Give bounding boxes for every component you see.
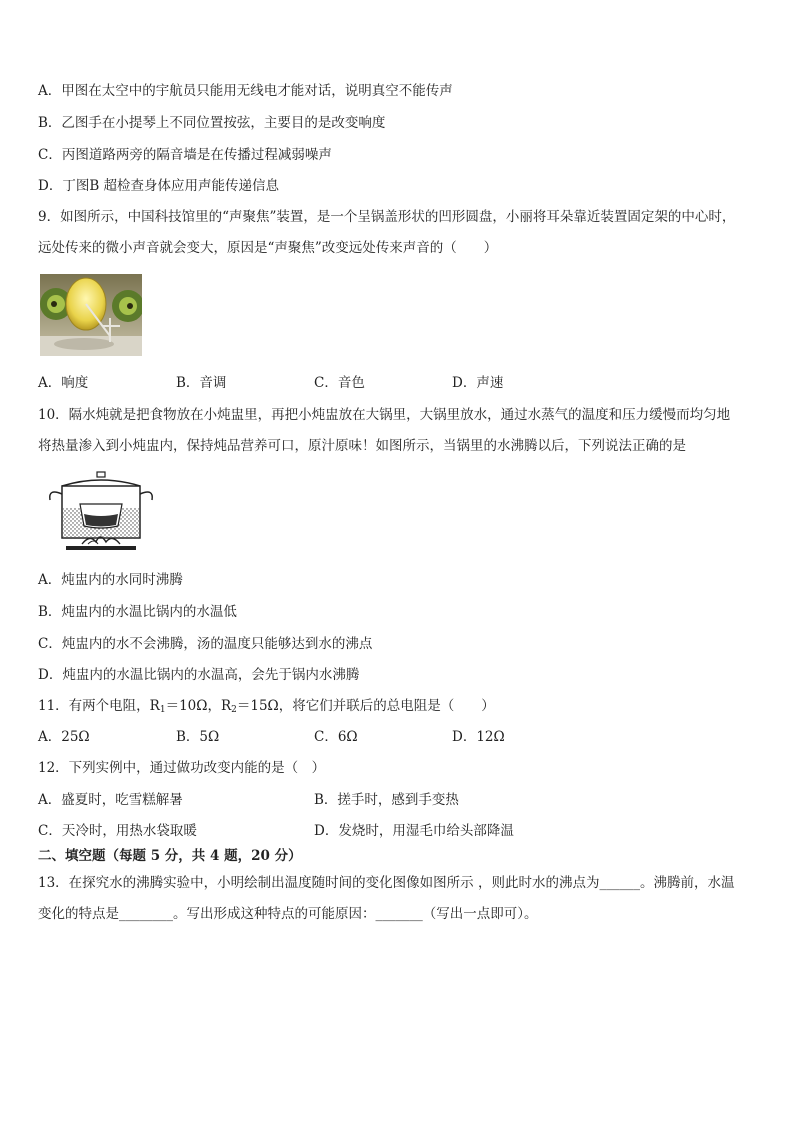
q9-stem-line2: 远处传来的微小声音就会变大，原因是“声聚焦”改变远处传来声音的（ ） xyxy=(38,240,498,256)
q8-option-b: B．乙图手在小提琴上不同位置按弦，主要目的是改变响度 xyxy=(38,115,386,131)
q12-option-d: D．发烧时，用湿毛巾给头部降温 xyxy=(314,823,514,839)
q12-option-a: A．盛夏时，吃雪糕解暑 xyxy=(38,792,183,808)
q13-stem-line2: 变化的特点是________。写出形成这种特点的可能原因：_______（写出一点即可）。 xyxy=(38,906,538,922)
q11-text-b: ＝10Ω，R xyxy=(165,698,232,714)
q11-text-c: ＝15Ω，将它们并联后的总电阻是（ ） xyxy=(236,698,495,714)
q9-option-a: A．响度 xyxy=(38,375,89,391)
q10-option-a: A．炖盅内的水同时沸腾 xyxy=(38,572,183,588)
q8-option-d: D．丁图B 超检查身体应用声能传递信息 xyxy=(38,178,280,194)
q12-option-c: C．天冷时，用热水袋取暖 xyxy=(38,823,197,839)
q11-option-a: A．25Ω xyxy=(38,729,90,745)
q10-stem-line1: 10．隔水炖就是把食物放在小炖盅里，再把小炖盅放在大锅里，大锅里放水，通过水蒸气的温度和压力缓慢而均匀地 xyxy=(38,407,731,423)
q10-option-b: B．炖盅内的水温比锅内的水温低 xyxy=(38,604,237,620)
q13-stem-line1: 13．在探究水的沸腾实验中，小明绘制出温度随时间的变化图像如图所示 ，则此时水的沸点为______。沸腾前，水温 xyxy=(38,875,735,891)
q11-option-d: D．12Ω xyxy=(452,729,505,745)
q11-option-c: C．6Ω xyxy=(314,729,358,745)
q12-option-b: B．搓手时，感到手变热 xyxy=(314,792,459,808)
q10-option-d: D．炖盅内的水温比锅内的水温高，会先于锅内水沸腾 xyxy=(38,667,360,683)
q10-option-c: C．炖盅内的水不会沸腾，汤的温度只能够达到水的沸点 xyxy=(38,636,373,652)
q11-sub-2: 2 xyxy=(231,705,237,715)
q12-stem: 12．下列实例中，通过做功改变内能的是（ ） xyxy=(38,760,326,776)
section-title-fill-in: 二、填空题（每题 5 分，共 4 题，20 分） xyxy=(38,848,302,864)
q9-option-c: C．音色 xyxy=(314,375,365,391)
q11-stem xyxy=(38,697,495,719)
q9-option-b: B．音调 xyxy=(176,375,227,391)
q9-option-d: D．声速 xyxy=(452,375,504,391)
q8-option-c: C．丙图道路两旁的隔音墙是在传播过程减弱噪声 xyxy=(38,147,332,163)
q10-stem-line2: 将热量渗入到小炖盅内，保持炖品营养可口，原汁原味！如图所示，当锅里的水沸腾以后，下列说法正确的是 xyxy=(38,438,686,454)
q11-sub-1: 1 xyxy=(159,705,166,715)
double-boiler-diagram xyxy=(44,470,158,554)
q9-stem-line1: 9．如图所示，中国科技馆里的“声聚焦”装置，是一个呈锅盖形状的凹形圆盘，小丽将耳朵靠近装置固定架的中心时， xyxy=(38,209,736,225)
q8-option-a: A．甲图在太空中的宇航员只能用无线电才能对话，说明真空不能传声 xyxy=(38,83,453,99)
q11-option-b: B．5Ω xyxy=(176,729,220,745)
sound-focus-device-photo xyxy=(40,274,142,356)
q11-text-a: 11．有两个电阻，R xyxy=(38,698,160,714)
